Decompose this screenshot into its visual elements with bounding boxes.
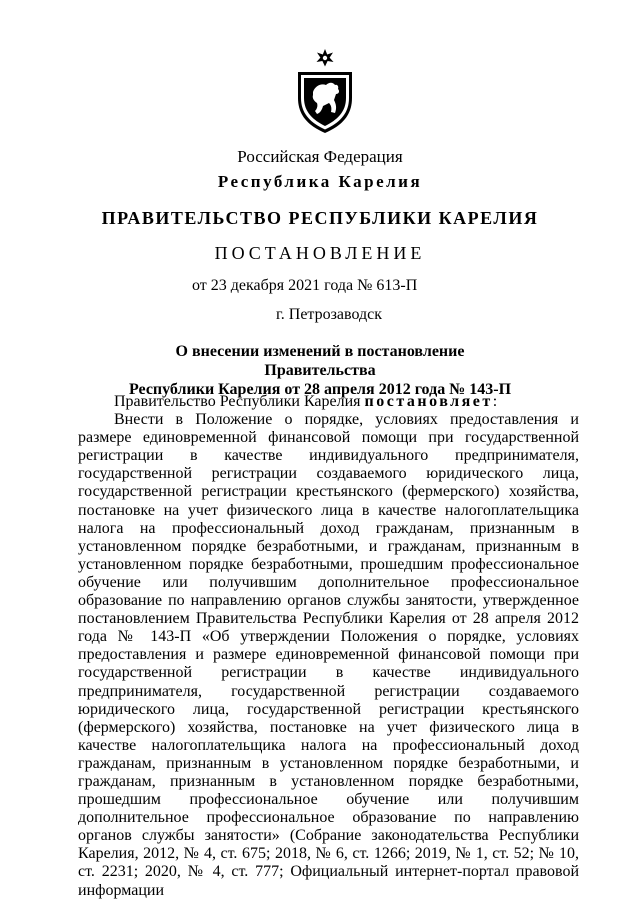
document-title-line: Республики Карелия от 28 апреля 2012 года № 143-П: [128, 381, 512, 398]
decree-date-number: от 23 декабря 2021 года № 613-П: [192, 277, 418, 294]
republic-name: Республика Карелия: [217, 172, 423, 191]
document-type: ПОСТАНОВЛЕНИЕ: [214, 243, 426, 263]
document-body: [78, 393, 579, 900]
document-title-line: О внесении изменений в постановление Правительства: [175, 343, 465, 379]
city-name: г. Петрозаводск: [276, 306, 383, 323]
government-title: ПРАВИТЕЛЬСТВО РЕСПУБЛИКИ КАРЕЛИЯ: [101, 208, 539, 228]
decree-verb: постановляет: [364, 393, 493, 410]
country-name: Российская Федерация: [237, 147, 403, 166]
intro-suffix: :: [492, 393, 498, 410]
intro-prefix: Правительство Республики Карелия: [114, 393, 365, 410]
body-paragraph: Внести в Положение о порядке, условиях предоставления и размере единовременной финансовой помощи при государственной регистрации в качестве индивидуального предпринимателя, государственной регистрации создаваемого юридического лица, государственной регистрации крестьянского (фермерского) хозяйства, постановке на учет физического лица в качестве налогоплательщика налога на профессиональный доход гражданам, признанным в установленном порядке безработными, и гражданам, признанным в установленном порядке безработными, прошедшим профессиональное обучение или получившим дополнительное профессиональное образование по направлению органов службы занятости, утвержденное постановлением Правительства Республики Карелия от 28 апреля 2012 года № 143-П «Об утверждении Положения о порядке, условиях предоставления и размере единовременной финансовой помощи при государственной регистрации в качестве индивидуального предпринимателя, государственной регистрации создаваемого юридического лица, государственной регистрации крестьянского (фермерского) хозяйства, постановке на учет физического лица в качестве налогоплательщика налога на профессиональный доход гражданам, признанным в установленном порядке безработными, и гражданам, признанным в установленном порядке безработными, прошедшим профессиональное обучение или получившим дополнительное профессиональное образование по направлению органов службы занятости» (Собрание законодательства Республики Карелия, 2012, № 4, ст. 675; 2018, № 6, ст. 1266; 2019, № 1, ст. 52; № 10, ст. 2231; 2020, № 4, ст. 777; Официальный интернет-портал правовой информации: [78, 411, 579, 899]
star-icon: [317, 49, 334, 67]
document-title: [120, 342, 520, 399]
karelia-coat-of-arms-icon: [295, 48, 355, 134]
intro-paragraph: [78, 393, 579, 411]
